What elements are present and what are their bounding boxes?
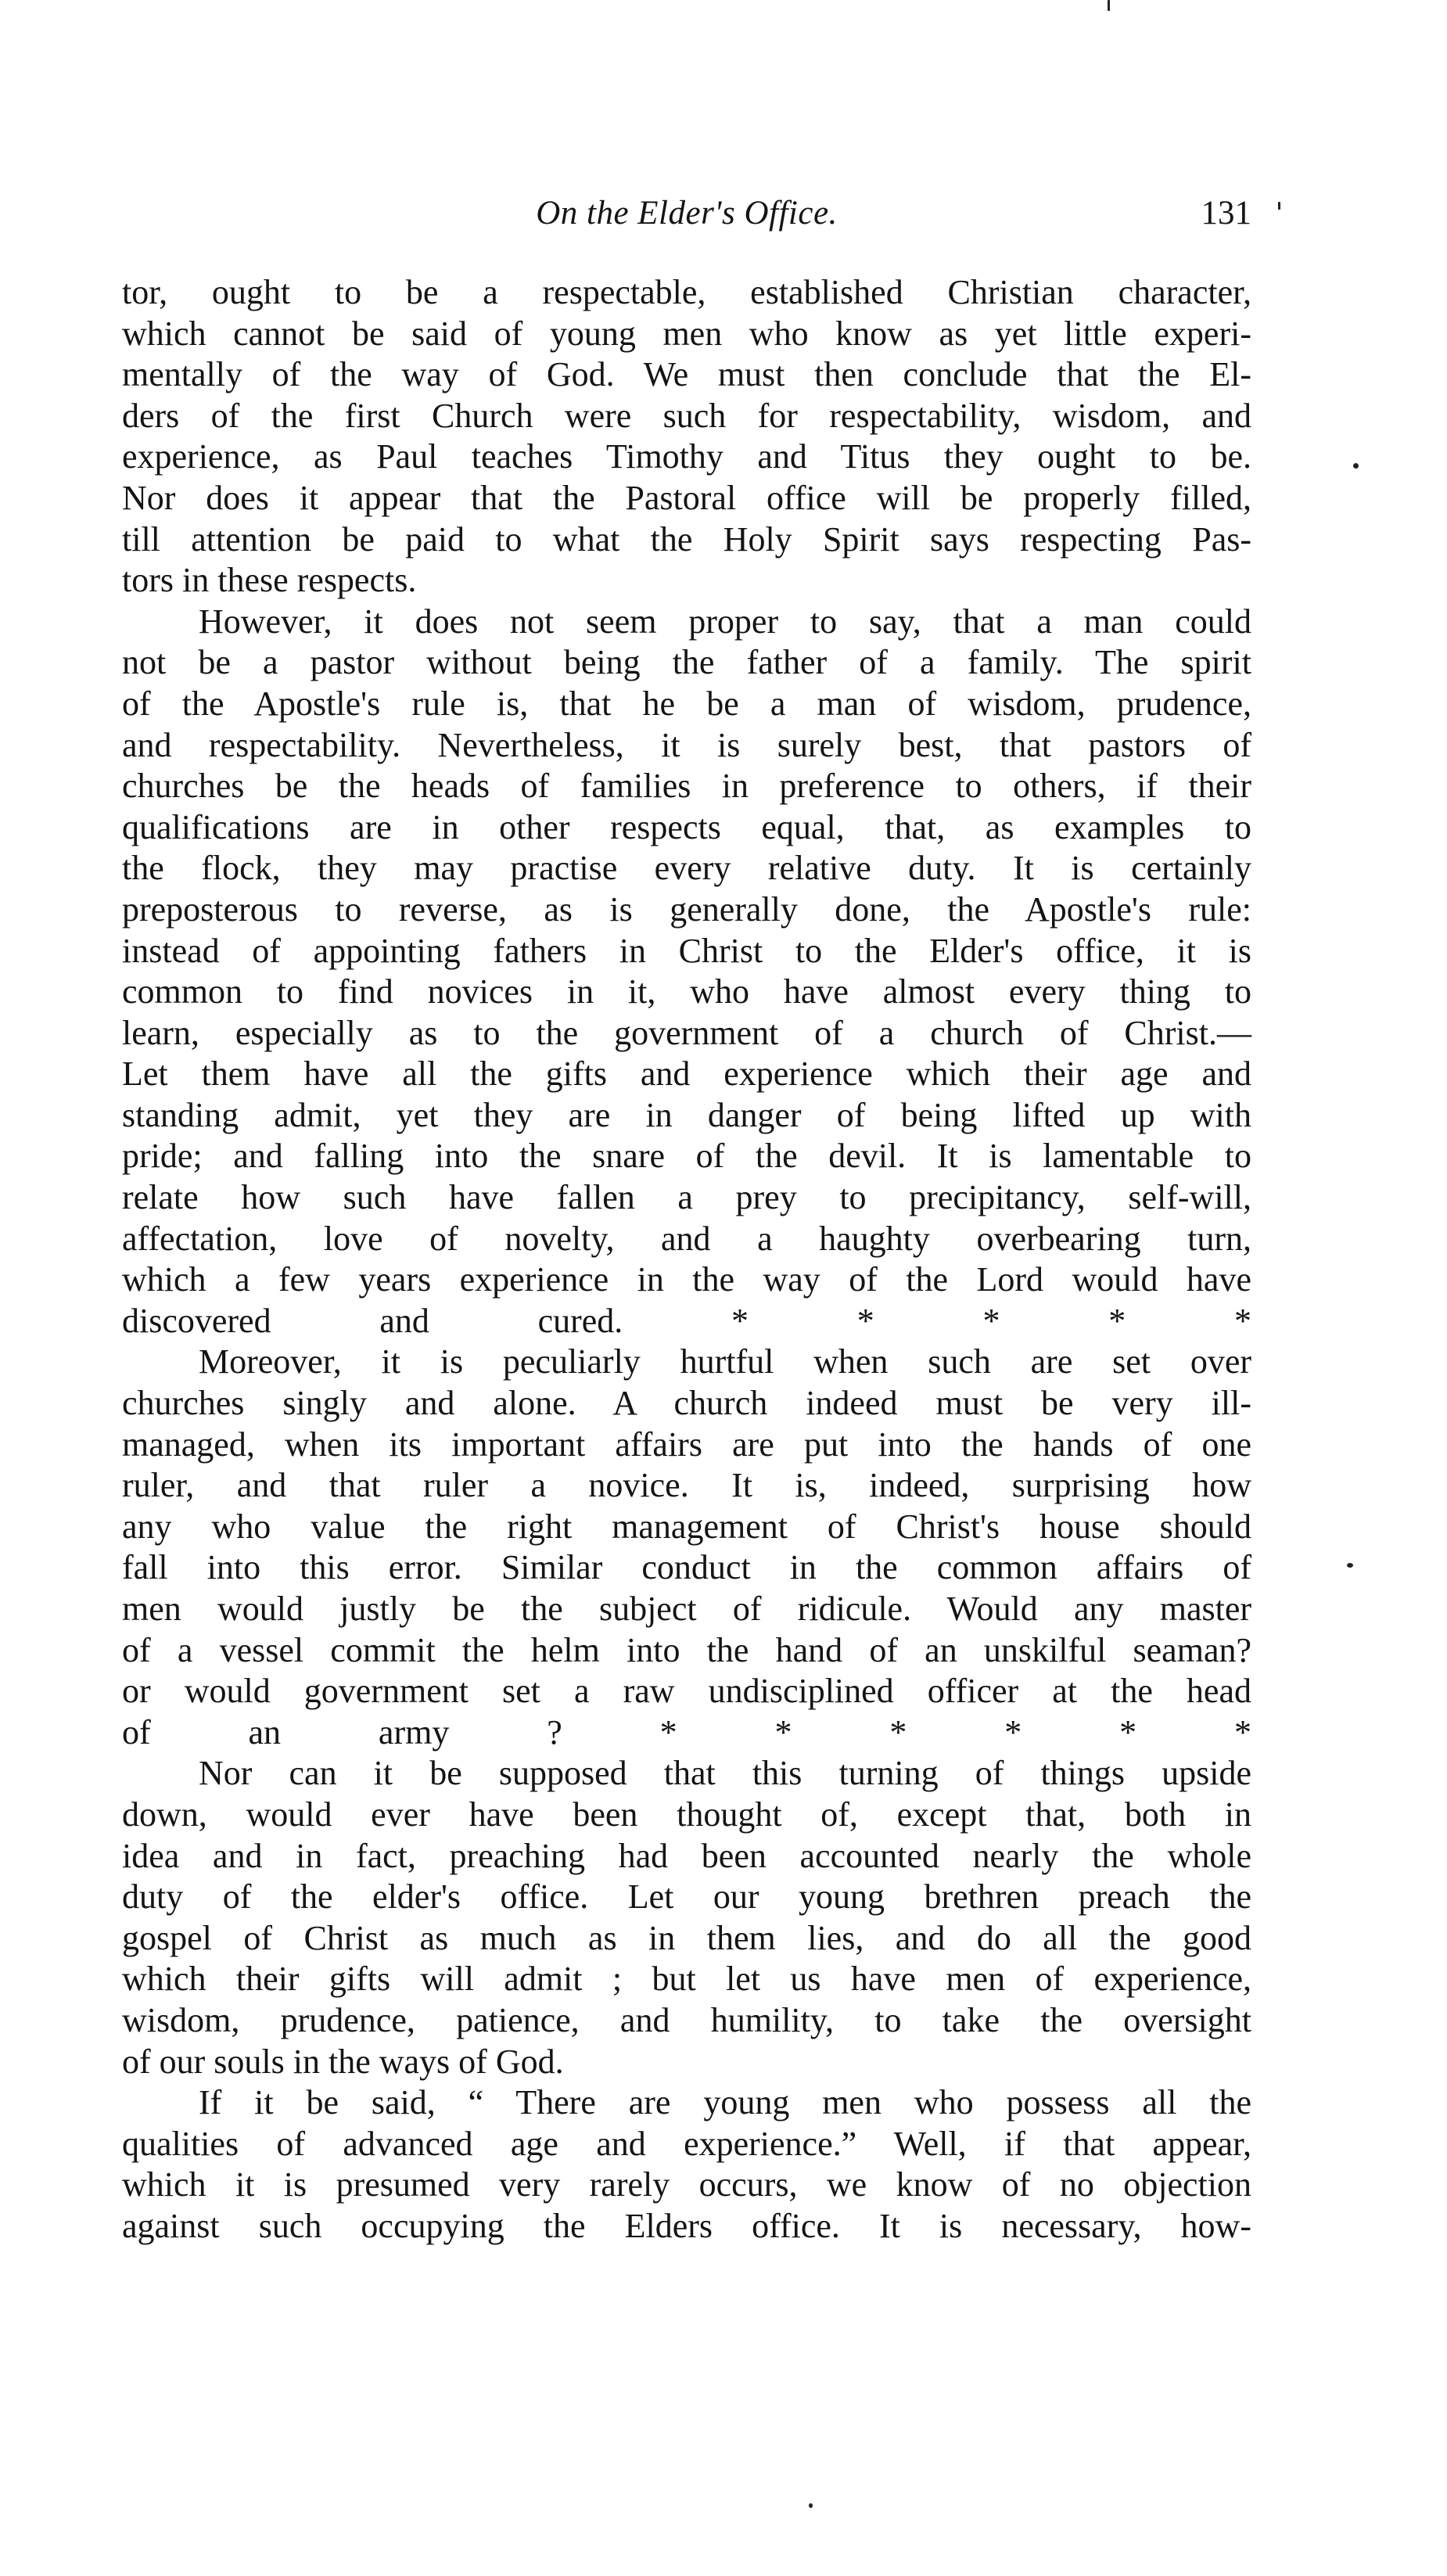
scan-speck [1278,202,1280,210]
running-head [122,186,1251,241]
text-line: ders of the first Church were such for respectability, wisdom, and [122,396,1251,435]
text-line: churches singly and alone. A church indeed must be very ill- [122,1384,1251,1423]
running-title: On the Elder's Office. [536,195,838,232]
text-line: gospel of Christ as much as in them lies, and do all the good [122,1918,1251,1957]
text-line: qualities of advanced age and experience.” Well, if that appear, [122,2124,1251,2163]
body-text [122,272,1251,2247]
text-line: and respectability. Nevertheless, it is surely best, that pastors of [122,725,1251,764]
text-line: Let them have all the gifts and experience which their age and [122,1054,1251,1094]
paragraph [122,1342,1251,1753]
text-line: tors in these respects. [122,561,417,600]
text-line: or would government set a raw undisciplined officer at the head [122,1672,1251,1711]
text-line: of our souls in the ways of God. [122,2042,564,2081]
text-line: which it is presumed very rarely occurs, we know of no objection [122,2165,1251,2204]
text-line: preposterous to reverse, as is generally done, the Apostle's rule: [122,889,1251,929]
text-line: instead of appointing fathers in Christ to the Elder's office, it is [122,931,1251,970]
text-line: not be a pastor without being the father of a family. The spirit [122,643,1251,682]
text-line: down, would ever have been thought of, except that, both in [122,1795,1251,1834]
text-line: managed, when its important affairs are put into the hands of one [122,1425,1251,1464]
scan-speck [1108,0,1110,11]
paragraph [122,2082,1251,2247]
text-line: till attention be paid to what the Holy Spirit says respecting Pas- [122,519,1251,559]
text-line: ruler, and that ruler a novice. It is, indeed, surprising how [122,1466,1251,1505]
text-line: pride; and falling into the snare of the devil. It is lamentable to [122,1137,1251,1176]
text-line: common to find novices in it, who have almost every thing to [122,972,1251,1011]
scan-speck [1347,1563,1353,1568]
text-line: fall into this error. Similar conduct in the common affairs of [122,1548,1251,1587]
text-line: men would justly be the subject of ridicule. Would any master [122,1590,1251,1628]
text-line: learn, especially as to the government of a church of Christ.— [122,1013,1251,1052]
paragraph [122,272,1251,602]
text-line: Nor does it appear that the Pastoral office will be properly filled, [122,478,1251,517]
text-line: tor, ought to be a respectable, established Christian character, [122,273,1251,311]
text-line: idea and in fact, preaching had been accounted nearly the whole [122,1836,1251,1875]
text-line: which a few years experience in the way of the Lord would have [122,1260,1251,1299]
text-line: affectation, love of novelty, and a haughty overbearing turn, [122,1219,1251,1258]
text-line: However, it does not seem proper to say, that a man could [199,602,1251,641]
paragraph [122,602,1251,1342]
text-line: relate how such have fallen a prey to precipitancy, self-will, [122,1178,1251,1217]
text-line: any who value the right management of Christ's house should [122,1507,1251,1546]
scan-speck [1353,463,1359,469]
text-line: which cannot be said of young men who know as yet little experi- [122,314,1251,353]
text-line: mentally of the way of God. We must then conclude that the El- [122,355,1251,394]
text-line: duty of the elder's office. Let our young brethren preach the [122,1877,1251,1917]
text-line: qualifications are in other respects equal, that, as examples to [122,807,1251,846]
text-line: Nor can it be supposed that this turning of things upside [199,1754,1251,1793]
text-line: discovered and cured. * * * * * [122,1301,1251,1340]
text-line: churches be the heads of families in preference to others, if their [122,767,1251,806]
text-line: Moreover, it is peculiarly hurtful when such are set over [199,1342,1251,1381]
text-line: of an army ? * * * * * * [122,1712,1251,1751]
text-line: standing admit, yet they are in danger of being lifted up with [122,1095,1251,1134]
text-line: of a vessel commit the helm into the hand of an unskilful seaman? [122,1630,1251,1669]
text-line: of the Apostle's rule is, that he be a man of wisdom, prudence, [122,684,1251,723]
page-number: 131 [1201,195,1251,232]
paragraph [122,1753,1251,2082]
text-line: wisdom, prudence, patience, and humility, to take the oversight [122,2000,1251,2039]
text-line: experience, as Paul teaches Timothy and Titus they ought to be. [122,437,1251,476]
text-line: If it be said, “ There are young men who possess all the [199,2083,1251,2122]
scan-speck [809,2503,813,2508]
text-line: which their gifts will admit ; but let us have men of experience, [122,1960,1251,1999]
text-line: against such occupying the Elders office. It is necessary, how- [122,2206,1251,2245]
text-line: the flock, they may practise every relative duty. It is certainly [122,849,1251,888]
